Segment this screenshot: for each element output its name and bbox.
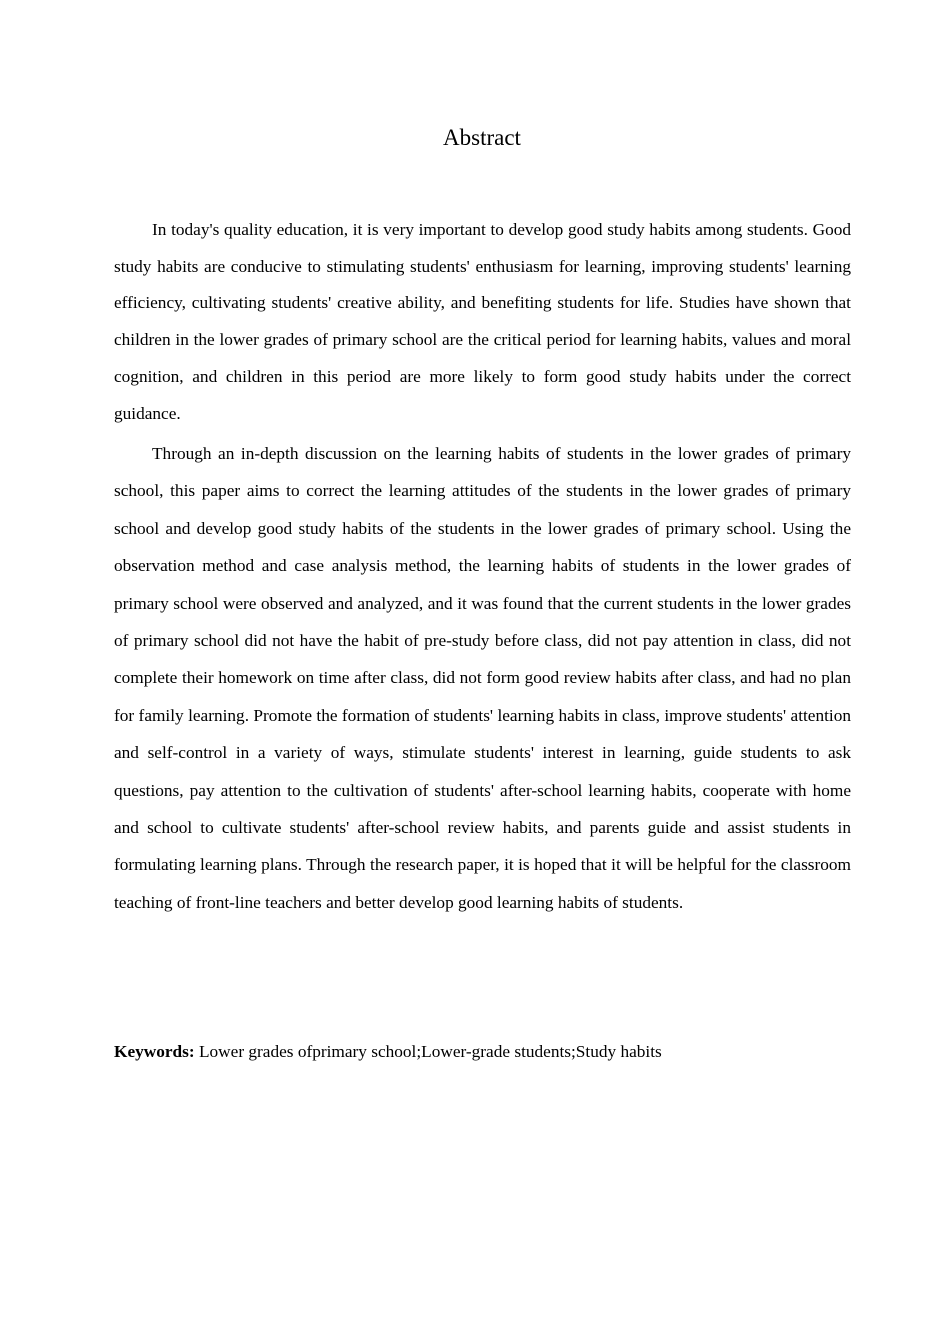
keywords-line: [114, 1038, 851, 1066]
keywords-text: Lower grades ofprimary school;Lower-grade students;Study habits: [198, 1042, 662, 1061]
abstract-paragraph-2: Through an in-depth discussion on the learning habits of students in the lower grades of primary school, this paper aims to correct the learning attitudes of the students in the lower grades of primary school and develop good study habits of the students in the lower grades of primary school. Using the observation method and case analysis method, the learning habits of students in the lower grades of primary school were observed and analyzed, and it was found that the current students in the lower grades of primary school did not have the habit of pre-study before class, did not pay attention in class, did not complete their homework on time after class, did not form good review habits after class, and had no plan for family learning. Promote the formation of students' learning habits in class, improve students' attention and self-control in a variety of ways, stimulate students' interest in learning, guide students to ask questions, pay attention to the cultivation of students' after-school learning habits, cooperate with home and school to cultivate students' after-school review habits, and parents guide and assist students in formulating learning plans. Through the research paper, it is hoped that it will be helpful for the classroom teaching of front-line teachers and better develop good learning habits of students.: [114, 444, 851, 912]
page-title: Abstract: [443, 125, 521, 150]
abstract-paragraph-1: In today's quality education, it is very important to develop good study habits among students. Good study habits are conducive to stimulating students' enthusiasm for learning, improving students' learning efficiency, cultivating students' creative ability, and benefiting students for life. Studies have shown that children in the lower grades of primary school are the critical period for learning habits, values and moral cognition, and children in this period are more likely to form good study habits under the correct guidance.: [114, 220, 851, 423]
keywords-label: Keywords:: [114, 1042, 195, 1061]
